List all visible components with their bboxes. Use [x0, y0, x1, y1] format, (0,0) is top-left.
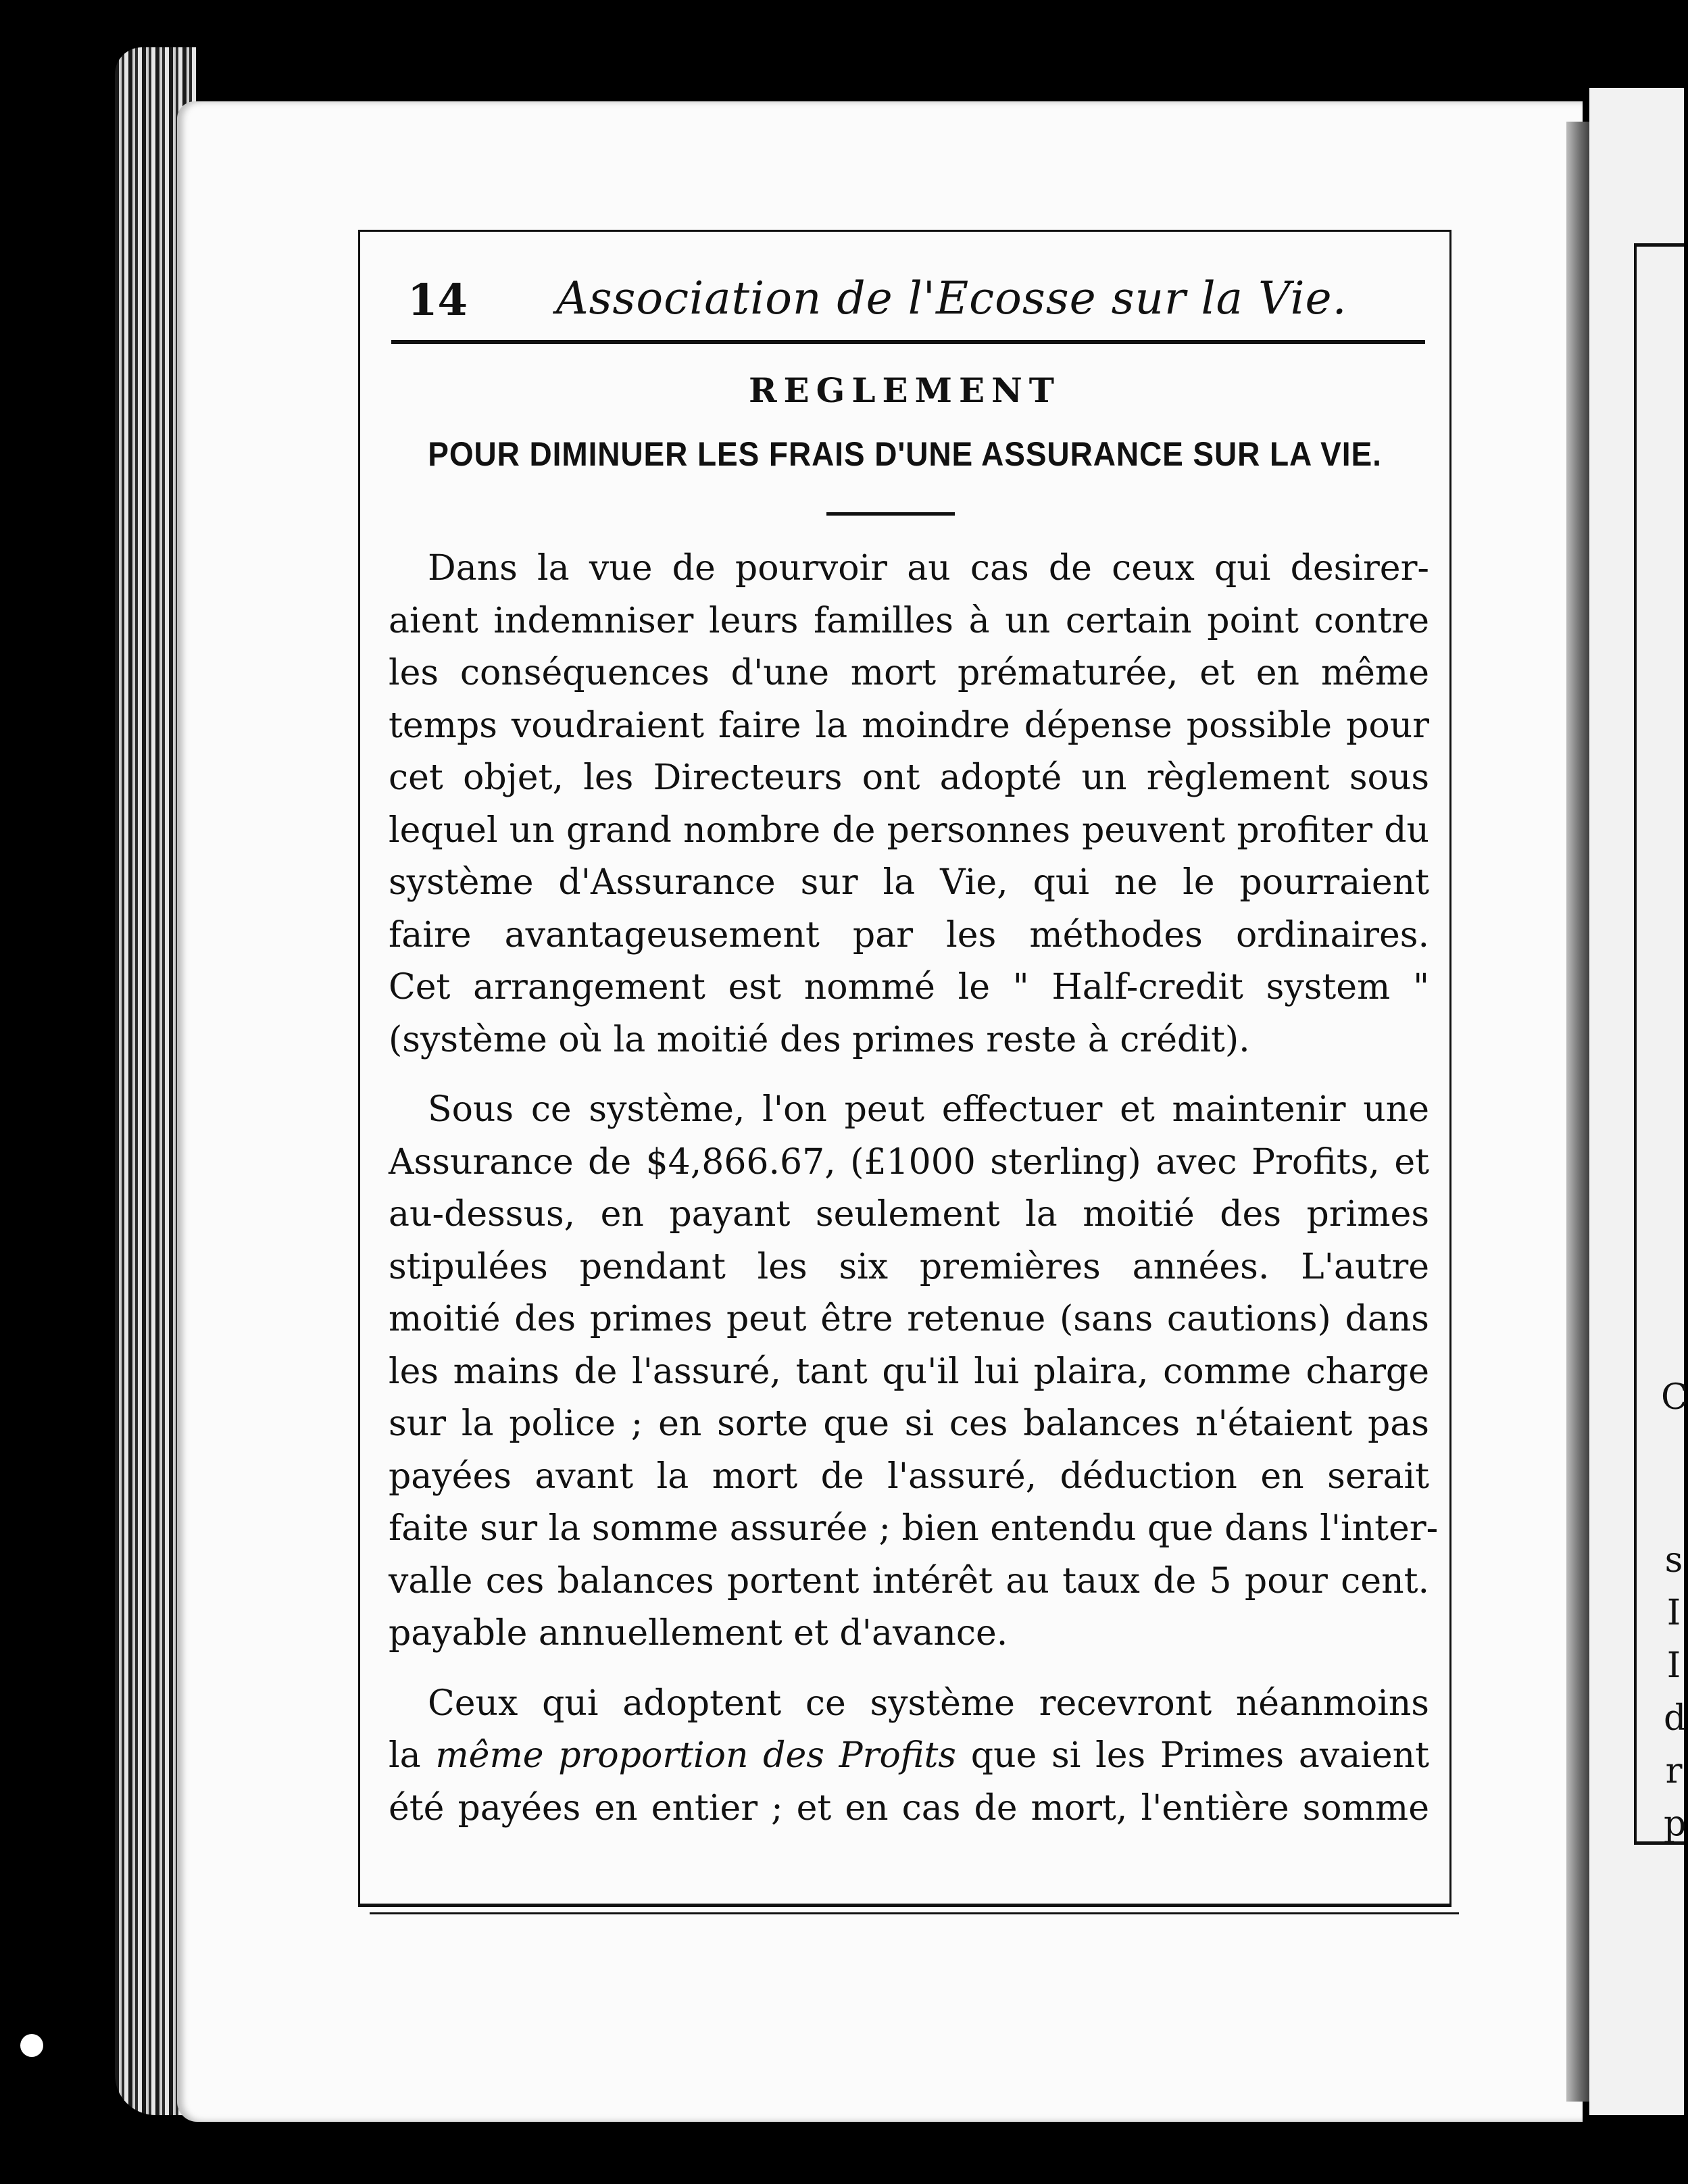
facing-letter: p [1664, 1804, 1687, 1844]
running-title: Association de l'Ecosse sur la Vie. [556, 272, 1347, 324]
text-line: lequel un grand nombre de personnes peuvent profiter du [389, 810, 1429, 851]
text-line: faite sur la somme assurée ; bien entendu que dans l'inter- [389, 1508, 1439, 1549]
facing-page-letters [1664, 1534, 1687, 1850]
text-line: cet objet, les Directeurs ont adopté un règlement sous [389, 758, 1429, 798]
text-line: temps voudraient faire la moindre dépense possible pour [389, 705, 1429, 746]
paragraph-3 [389, 1678, 1429, 1835]
text-frame [358, 230, 1451, 1907]
page-number: 14 [407, 275, 468, 326]
text-line: Sous ce système, l'on peut effectuer et maintenir une [428, 1089, 1429, 1130]
text-line: Assurance de $4,866.67, (£1000 sterling) avec Profits, et [389, 1141, 1429, 1183]
text-line: valle ces balances portent intérêt au taux de 5 pour cent. [389, 1560, 1429, 1602]
text-line: aient indemniser leurs familles à un certain point contre [389, 600, 1429, 641]
text-line: sur la police ; en sorte que si ces balances n'étaient pas [389, 1404, 1429, 1444]
text-line: Cet arrangement est nommé le " Half-credit system " [389, 967, 1429, 1008]
paragraph-2 [389, 1084, 1439, 1660]
facing-letter: I [1666, 1593, 1681, 1633]
text-fragment: que si les Primes avaient [970, 1735, 1430, 1776]
header-rule [391, 340, 1425, 344]
text-line: stipulées pendant les six premières années. L'autre [389, 1246, 1429, 1287]
text-line: les conséquences d'une mort prématurée, et en même [389, 653, 1429, 693]
section-subtitle: POUR DIMINUER LES FRAIS D'UNE ASSURANCE SUR LA VIE. [428, 435, 1382, 473]
section-title: REGLEMENT [749, 370, 1061, 410]
text-line: (système où la moitié des primes reste à crédit). [389, 1019, 1250, 1060]
text-line: les mains de l'assuré, tant qu'il lui plaira, comme charge [389, 1351, 1429, 1392]
text-line: Ceux qui adoptent ce système recevront néanmoins [428, 1683, 1429, 1724]
text-line: au-dessus, en payant seulement la moitié des primes [389, 1194, 1429, 1235]
text-fragment: la [389, 1735, 421, 1776]
text-line: payées avant la mort de l'assuré, déduction en serait [389, 1456, 1429, 1497]
scan-speck [20, 2034, 43, 2057]
facing-page-letter: C [1661, 1377, 1688, 1418]
text-line: faire avantageusement par les méthodes ordinaires. [389, 914, 1429, 956]
title-rule [826, 512, 955, 516]
running-header [394, 272, 1428, 326]
facing-letter: r [1665, 1751, 1683, 1791]
facing-letter: d [1664, 1698, 1687, 1739]
text-line: Dans la vue de pourvoir au cas de ceux qui desirer- [428, 548, 1429, 589]
italic-phrase: même proportion des Profits [435, 1735, 957, 1776]
text-line: moitié des primes peut être retenue (sans cautions) dans [389, 1299, 1429, 1339]
facing-letter: I [1666, 1645, 1681, 1686]
facing-letter: s [1664, 1540, 1683, 1581]
paragraph-1 [389, 543, 1429, 1066]
text-line: été payées en entier ; et en cas de mort, l'entière somme [389, 1787, 1429, 1829]
body-text [389, 543, 1439, 1855]
text-line [389, 1730, 1429, 1783]
text-line: système d'Assurance sur la Vie, qui ne le pourraient [389, 862, 1429, 903]
text-line: payable annuellement et d'avance. [389, 1613, 1008, 1654]
